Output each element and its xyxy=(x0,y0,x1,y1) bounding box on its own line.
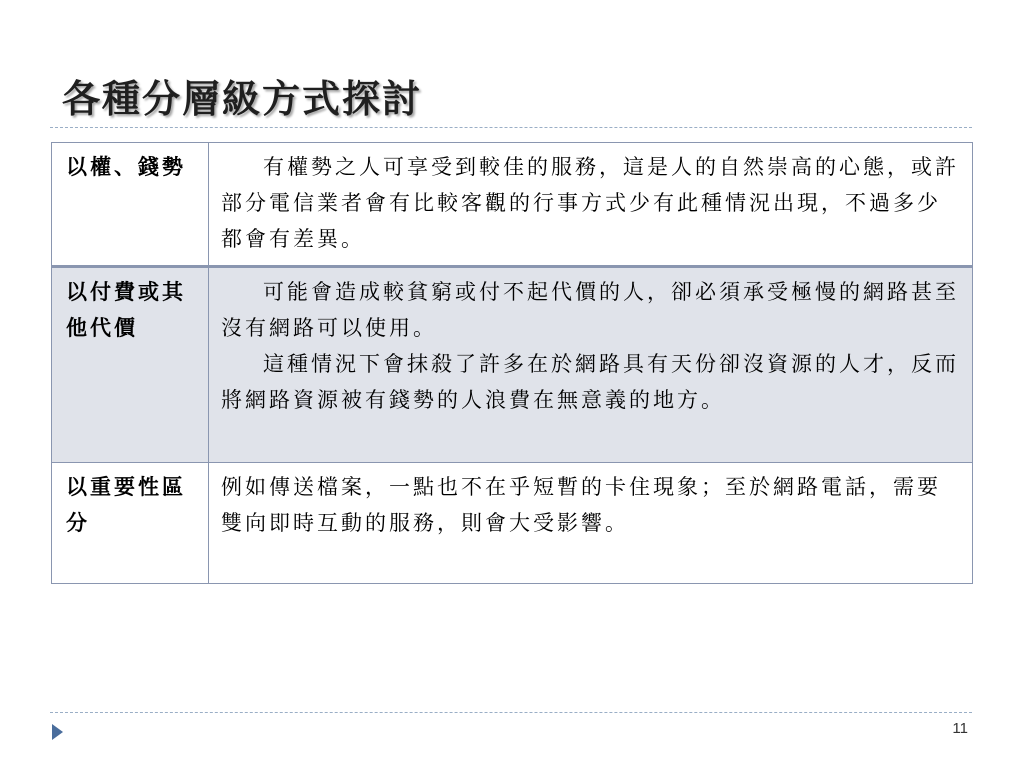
footer-divider xyxy=(50,712,972,713)
description-paragraph: 可能會造成較貧窮或付不起代價的人，卻必須承受極慢的網路甚至沒有網路可以使用。 xyxy=(221,280,959,340)
description-paragraph: 有權勢之人可享受到較佳的服務，這是人的自然崇高的心態，或許部分電信業者會有比較客觀的行事方式少有此種情況出現，不過多少都會有差異。 xyxy=(221,155,959,251)
row-label: 以付費或其他代價 xyxy=(52,267,209,463)
table-row xyxy=(52,463,973,584)
row-label: 以重要性區分 xyxy=(52,463,209,584)
row-description xyxy=(209,143,973,267)
description-paragraph: 這種情況下會抹殺了許多在於網路具有天份卻沒資源的人才，反而將網路資源被有錢勢的人浪費在無意義的地方。 xyxy=(221,352,959,412)
row-description xyxy=(209,463,973,584)
table-row xyxy=(52,267,973,463)
page-number: 11 xyxy=(952,720,968,737)
row-label: 以權、錢勢 xyxy=(52,143,209,267)
row-description xyxy=(209,267,973,463)
comparison-table xyxy=(51,142,973,584)
title-divider xyxy=(50,127,972,128)
description-paragraph: 例如傳送檔案，一點也不在乎短暫的卡住現象；至於網路電話，需要雙向即時互動的服務，則會大受影響。 xyxy=(221,475,941,535)
table-row xyxy=(52,143,973,267)
play-arrow-icon xyxy=(52,724,63,740)
slide-title: 各種分層級方式探討 xyxy=(62,76,423,121)
